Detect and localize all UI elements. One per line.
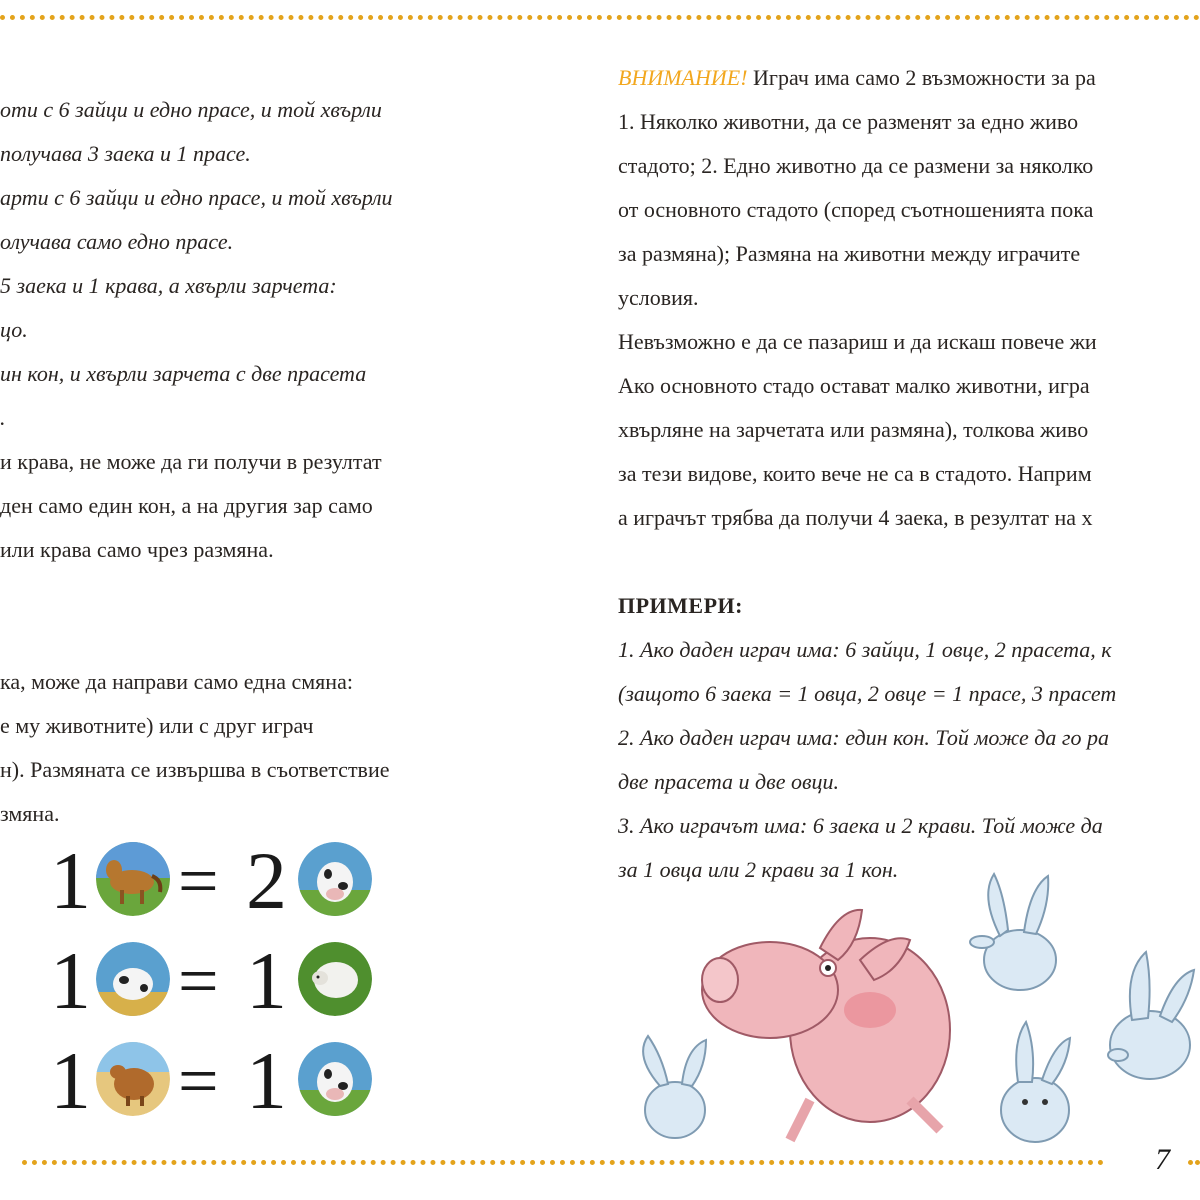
- equals-sign: =: [178, 841, 219, 921]
- right-line: за размяна); Размяна на животни между играчите: [618, 241, 1081, 266]
- horse-token-icon: [96, 842, 170, 916]
- rabbit-illustration: [643, 1036, 706, 1138]
- example-line: 3. Ако играчът има: 6 заека и 2 крави. Той може да: [618, 813, 1103, 838]
- left-line: олучава само едно прасе.: [0, 229, 234, 254]
- left-line: [0, 616, 510, 660]
- exchange-row-pig-cow: [50, 1036, 410, 1126]
- right-line: 1. Няколко животни, да се разменят за едно живо: [618, 109, 1079, 134]
- rabbit-illustration: [1108, 952, 1194, 1079]
- bottom-dotted-rule: [22, 1160, 1104, 1165]
- rabbit-illustration: [970, 874, 1056, 990]
- left-line: получава 3 заека и 1 прасе.: [0, 141, 251, 166]
- example-line: (защото 6 заека = 1 овца, 2 овце = 1 прасе, 3 прасет: [618, 681, 1117, 706]
- left-line: ин кон, и хвърли зарчета с две прасета: [0, 361, 367, 386]
- left-line: е му животните) или с друг играч: [0, 713, 314, 738]
- sheep-token-icon: [298, 942, 372, 1016]
- pig-and-rabbits-illustration: [620, 870, 1200, 1155]
- quantity: 1: [246, 935, 287, 1026]
- right-line: а играчът трябва да получи 4 заека, в резултат на х: [618, 505, 1093, 530]
- quantity: 1: [50, 1035, 91, 1126]
- left-line: змяна.: [0, 801, 60, 826]
- left-text-column: [0, 88, 510, 834]
- bottom-dotted-rule-end: [1188, 1160, 1200, 1165]
- left-line: [0, 572, 510, 616]
- cow-token-icon: [298, 842, 372, 916]
- right-line: условия.: [618, 285, 699, 310]
- right-line: хвърляне на зарчетата или размяна), толкова живо: [618, 417, 1089, 442]
- pig-token-icon: [96, 1042, 170, 1116]
- example-line: 1. Ако даден играч има: 6 зайци, 1 овце, 2 прасета, к: [618, 637, 1112, 662]
- equals-sign: =: [178, 1041, 219, 1121]
- exchange-row-cow-sheep: [50, 936, 410, 1026]
- right-line: Ако основното стадо остават малко животни, игра: [618, 373, 1090, 398]
- quantity: 1: [50, 835, 91, 926]
- attention-line: [618, 56, 1200, 100]
- rabbit-illustration: [1001, 1022, 1070, 1142]
- left-line: арти с 6 зайци и едно прасе, и той хвърли: [0, 185, 393, 210]
- right-line: за тези видове, които вече не са в стадото. Наприм: [618, 461, 1092, 486]
- attention-text: Играч има само 2 възможности за ра: [747, 65, 1096, 90]
- right-line: стадото; 2. Едно животно да се размени за няколко: [618, 153, 1094, 178]
- examples-heading: ПРИМЕРИ:: [618, 593, 743, 618]
- left-line: ден само един кон, а на другия зар само: [0, 493, 373, 518]
- example-line: 2. Ако даден играч има: един кон. Той може да го ра: [618, 725, 1109, 750]
- quantity: 2: [246, 835, 287, 926]
- left-line: 5 заека и 1 крава, а хвърли зарчета:: [0, 273, 337, 298]
- cow-token-icon: [96, 942, 170, 1016]
- left-line: ка, може да направи само една смяна:: [0, 669, 353, 694]
- page-number: 7: [1155, 1143, 1170, 1176]
- example-line: за 1 овца или 2 крави за 1 кон.: [618, 857, 899, 882]
- right-line: от основното стадото (според съотношенията пока: [618, 197, 1094, 222]
- left-line: оти с 6 зайци и едно прасе, и той хвърли: [0, 97, 382, 122]
- top-dotted-rule: [0, 15, 1200, 20]
- spacer: [618, 540, 1200, 584]
- pig-illustration: [702, 910, 950, 1140]
- exchange-row-horse-cows: [50, 836, 410, 926]
- example-line: две прасета и две овци.: [618, 769, 840, 794]
- left-line: и крава, не може да ги получи в резултат: [0, 449, 382, 474]
- left-line: н). Размяната се извършва в съответствие: [0, 757, 390, 782]
- left-line: или крава само чрез размяна.: [0, 537, 274, 562]
- equals-sign: =: [178, 941, 219, 1021]
- attention-label: ВНИМАНИЕ!: [618, 65, 748, 90]
- right-line: Невъзможно е да се пазариш и да искаш повече жи: [618, 329, 1097, 354]
- left-line: .: [0, 405, 6, 430]
- quantity: 1: [50, 935, 91, 1026]
- quantity: 1: [246, 1035, 287, 1126]
- right-text-column: [618, 56, 1200, 896]
- cow-token-icon: [298, 1042, 372, 1116]
- left-line: цо.: [0, 317, 28, 342]
